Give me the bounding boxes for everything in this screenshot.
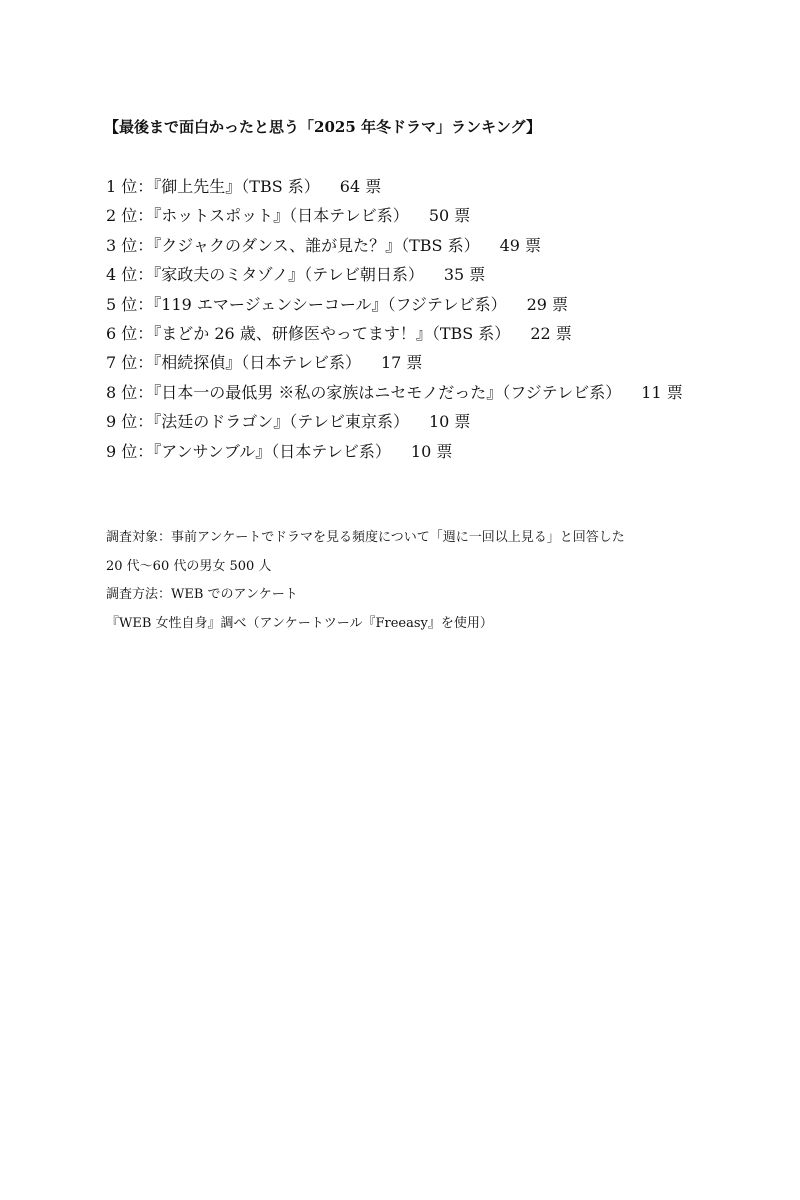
network-label: （日本テレビ系） xyxy=(241,353,361,373)
survey-notes xyxy=(106,524,625,638)
drama-title: 『法廷のドラゴン』 xyxy=(153,412,290,432)
survey-source: 『WEB 女性自身』調べ（アンケートツール『Freeasy』を使用） xyxy=(106,615,493,631)
vote-count: 35 票 xyxy=(443,265,486,285)
drama-title: 『アンサンブル』 xyxy=(153,441,272,461)
ranking-item xyxy=(106,172,683,201)
drama-title: 『クジャクのダンス、誰が見た？』 xyxy=(153,235,402,255)
drama-title: 『御上先生』 xyxy=(153,177,242,196)
network-label: （日本テレビ系） xyxy=(271,441,391,461)
network-label: （TBS 系） xyxy=(401,235,480,255)
survey-target-line-1: 調査対象：事前アンケートでドラマを見る頻度について「週に一回以上見る」と回答した xyxy=(106,530,625,545)
drama-title: 『ホットスポット』 xyxy=(153,206,290,226)
rank-label: 3 位： xyxy=(106,235,154,255)
rank-label: 4 位： xyxy=(106,265,154,285)
rank-label: 2 位： xyxy=(106,206,154,226)
rank-label: 6 位： xyxy=(106,323,154,343)
vote-count: 50 票 xyxy=(428,206,471,226)
vote-count: 64 票 xyxy=(339,177,382,196)
drama-title: 『家政夫のミタゾノ』 xyxy=(153,265,305,285)
ranking-list xyxy=(106,172,683,466)
vote-count: 10 票 xyxy=(410,441,453,461)
network-label: （フジテレビ系） xyxy=(502,382,622,402)
drama-title: 『まどか 26 歳、研修医やってます！』 xyxy=(153,323,432,343)
drama-title: 『119 エマージェンシーコール』 xyxy=(153,294,388,314)
ranking-item xyxy=(106,290,683,319)
rank-label: 5 位： xyxy=(106,294,154,314)
page-title: 【最後まで面白かったと思う「2025 年冬ドラマ」ランキング】 xyxy=(104,118,541,136)
ranking-item xyxy=(106,348,683,377)
drama-title: 『日本一の最低男 ※私の家族はニセモノだった』 xyxy=(153,382,503,402)
rank-label: 9 位： xyxy=(106,441,154,461)
vote-count: 11 票 xyxy=(641,382,683,402)
vote-count: 17 票 xyxy=(380,353,423,373)
network-label: （TBS 系） xyxy=(431,323,511,343)
ranking-item xyxy=(106,378,683,407)
vote-count: 29 票 xyxy=(526,294,569,314)
rank-label: 1 位： xyxy=(106,177,154,196)
network-label: （TBS 系） xyxy=(241,177,320,196)
network-label: （日本テレビ系） xyxy=(289,206,409,226)
rank-label: 8 位： xyxy=(106,382,154,402)
network-label: （フジテレビ系） xyxy=(387,294,507,314)
ranking-item xyxy=(106,231,683,260)
drama-title: 『相続探偵』 xyxy=(153,353,242,373)
ranking-item xyxy=(106,407,683,436)
vote-count: 49 票 xyxy=(499,235,542,255)
ranking-item xyxy=(106,319,683,348)
network-label: （テレビ東京系） xyxy=(289,412,409,432)
ranking-item xyxy=(106,201,683,230)
ranking-item xyxy=(106,260,683,289)
vote-count: 10 票 xyxy=(428,412,471,432)
survey-method: 調査方法：WEB でのアンケート xyxy=(106,587,298,603)
rank-label: 9 位： xyxy=(106,412,154,432)
survey-target-line-2: 20 代〜60 代の男女 500 人 xyxy=(106,558,272,574)
network-label: （テレビ朝日系） xyxy=(304,265,424,285)
rank-label: 7 位： xyxy=(106,353,154,373)
vote-count: 22 票 xyxy=(530,323,572,343)
ranking-item xyxy=(106,437,683,466)
